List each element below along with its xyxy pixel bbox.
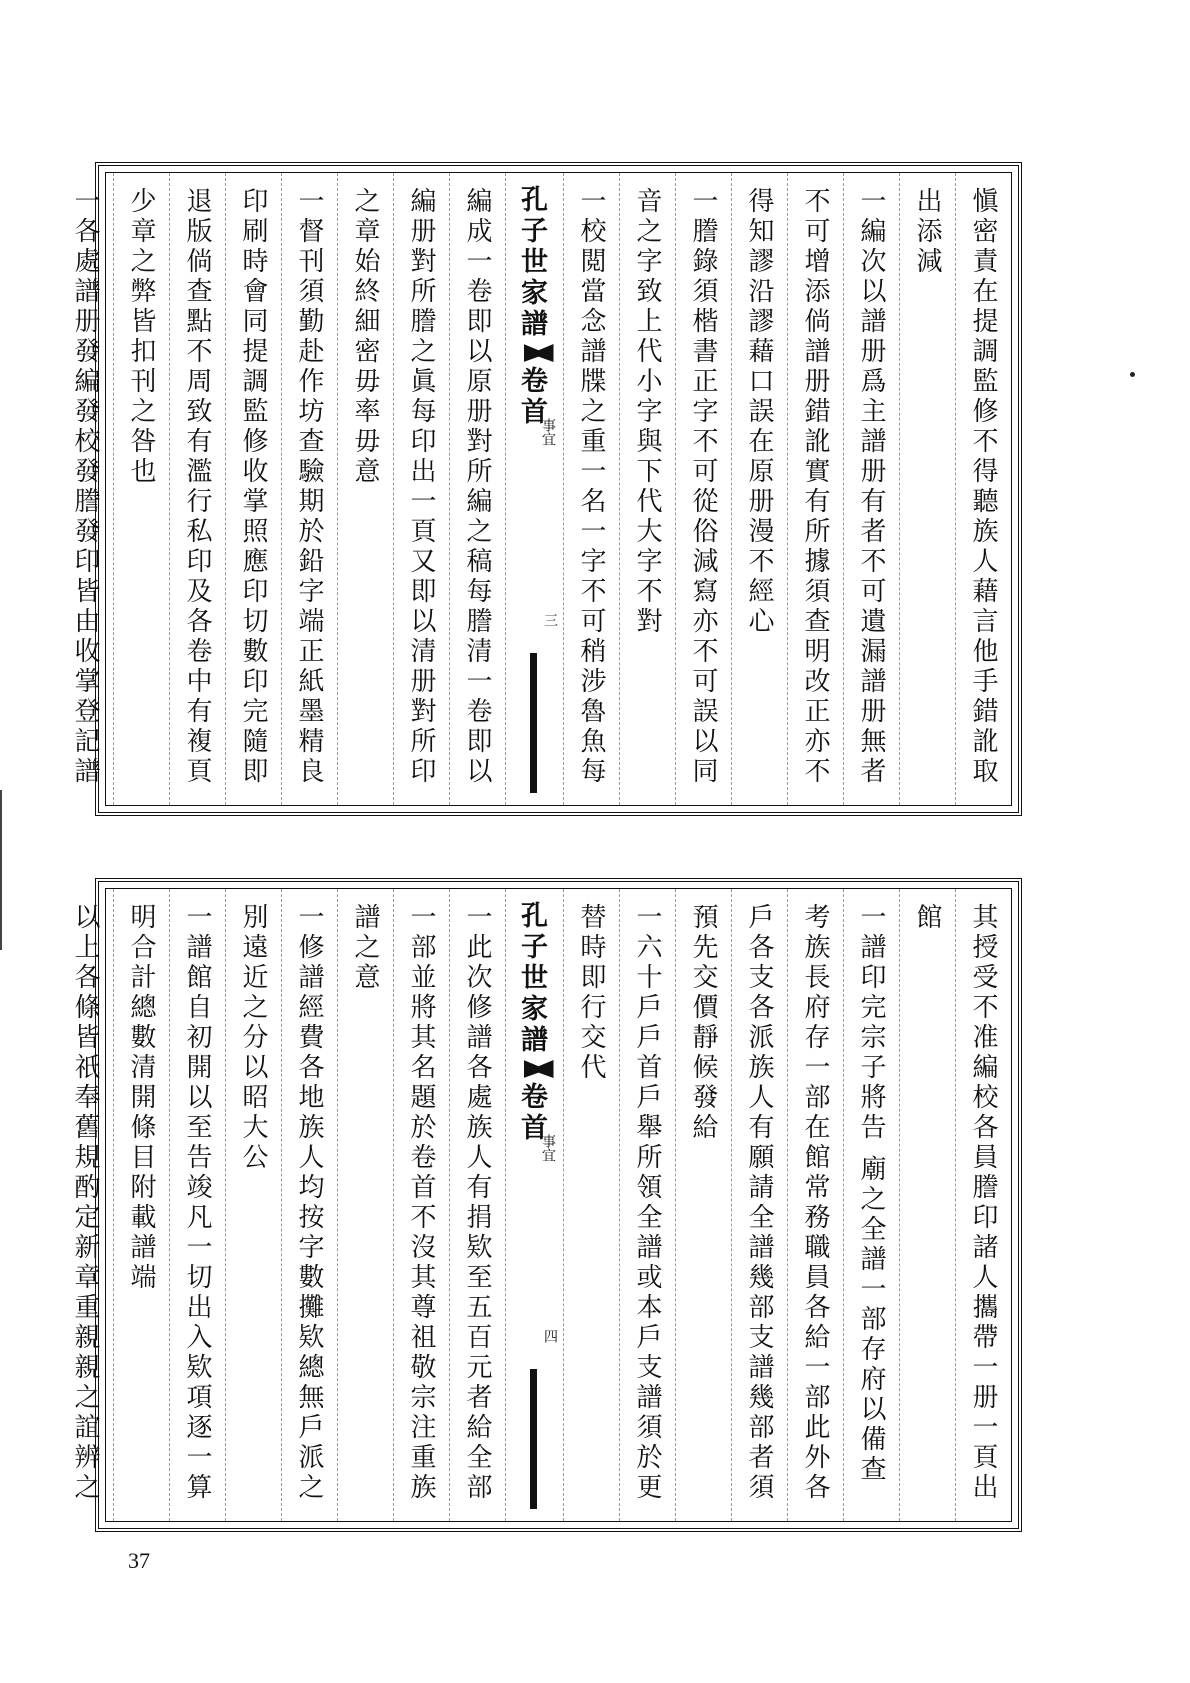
book-title: 孔子世家譜卷首 <box>516 901 554 1144</box>
text-column: 譜之意 <box>337 889 393 1521</box>
text-column: 一譜印完宗子將告 廟之全譜一部存府以備查 <box>843 889 899 1521</box>
text-column: 館 <box>899 889 955 1521</box>
text-column: 愼密責在提調監修不得聽族人藉言他手錯訛取 <box>955 173 1011 805</box>
text-column: 一編次以譜册爲主譜册有者不可遺漏譜册無者 <box>843 173 899 805</box>
section-label: 事宜 <box>540 418 556 446</box>
text-column: 一六十戶戶首戶舉所領全譜或本戶支譜須於更 <box>619 889 675 1521</box>
scan-edge-line <box>0 790 2 950</box>
page-number: 37 <box>128 1548 150 1573</box>
text-column: 一督刊須勤赴作坊查驗期於鉛字端正紙墨精良 <box>281 173 337 805</box>
fold-bar <box>530 653 537 793</box>
text-column: 退版倘查點不周致有濫行私印及各卷中有複頁 <box>169 173 225 805</box>
text-column: 一修譜經費各地族人均按字數攤欵總無戶派之 <box>281 889 337 1521</box>
scan-speck <box>1130 372 1135 377</box>
text-column: 得知謬沿謬藉口誤在原册漫不經心 <box>731 173 787 805</box>
text-column: 編成一卷即以原册對所編之稿每謄清一卷即以 <box>449 173 505 805</box>
text-column: 別遠近之分以昭大公 <box>225 889 281 1521</box>
text-column: 預先交價靜候發給 <box>675 889 731 1521</box>
text-column: 一謄錄須楷書正字不可從俗減寫亦不可誤以同 <box>675 173 731 805</box>
center-fold <box>505 889 563 1521</box>
text-column: 編册對所謄之眞每印出一頁又即以清册對所印 <box>393 173 449 805</box>
text-columns <box>57 173 1011 805</box>
book-title: 孔子世家譜卷首 <box>516 185 554 428</box>
text-column: 印刷時會同提調監修收掌照應印切數印完隨即 <box>225 173 281 805</box>
text-column: 出添減 <box>899 173 955 805</box>
text-columns <box>57 889 1011 1521</box>
text-column: 一校閲當念譜牒之重一名一字不可稍涉魯魚每 <box>563 173 619 805</box>
page-panel-top <box>70 162 1022 816</box>
text-column: 戶各支各派族人有願請全譜幾部支譜幾部者須 <box>731 889 787 1521</box>
fish-tail-mark <box>524 1060 554 1078</box>
folio-number: 四 <box>542 1329 558 1343</box>
folio-number: 三 <box>542 613 558 627</box>
text-column: 替時即行交代 <box>563 889 619 1521</box>
page-panel-bottom <box>70 878 1022 1532</box>
section-label: 事宜 <box>540 1134 556 1162</box>
panel-frame <box>70 888 1012 1522</box>
text-column: 明合計總數清開條目附載譜端 <box>113 889 169 1521</box>
text-column: 一此次修譜各處族人有捐欵至五百元者給全部 <box>449 889 505 1521</box>
panel-frame <box>70 172 1012 806</box>
text-column: 一譜館自初開以至告竣凡一切出入欵項逐一算 <box>169 889 225 1521</box>
text-column: 少章之弊皆扣刊之咎也 <box>113 173 169 805</box>
text-column: 考族長府存一部在館常務職員各給一部此外各 <box>787 889 843 1521</box>
text-column: 一各處譜册發編發校發謄發印皆由收掌登記譜 <box>70 187 100 787</box>
text-column: 不可增添倘譜册錯訛實有所據須查明改正亦不 <box>787 173 843 805</box>
text-column: 其授受不准編校各員謄印諸人攜帶一册一頁出 <box>955 889 1011 1521</box>
text-column: 之章始終細密毋率毋意 <box>337 173 393 805</box>
text-column: 以上各條皆祇奉舊規酌定新章重親親之誼辨之 <box>70 903 100 1503</box>
text-column: 一部並將其名題於卷首不沒其尊祖敬宗注重族 <box>393 889 449 1521</box>
center-fold <box>505 173 563 805</box>
fold-bar <box>530 1369 537 1509</box>
text-column: 音之字致上代小字與下代大字不對 <box>619 173 675 805</box>
fish-tail-mark <box>524 344 554 362</box>
